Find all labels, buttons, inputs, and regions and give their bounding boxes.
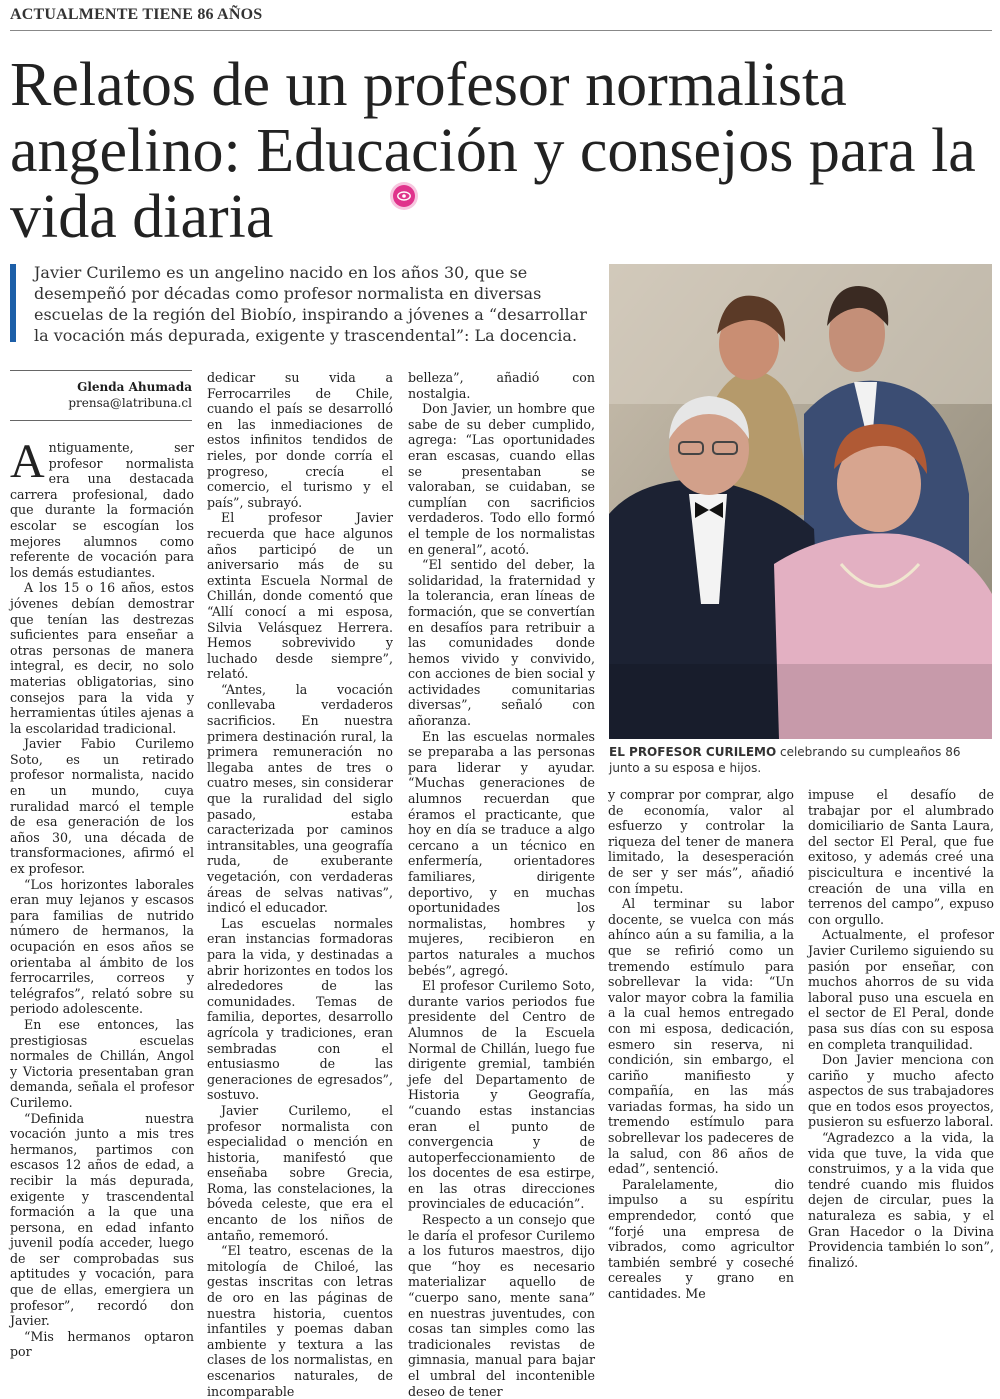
paragraph: “Antes, la vocación conllevaba verdaderos sacrificios. En nuestra primera destinación rural, la primera remuneración no llegaba antes de tres o cuatro meses, sin considerar que la ruralidad del siglo pasado, estaba caracterizada por caminos intransitables, una geografía ruda, de exuberante vegetación, con verdaderas áreas de selvas nativas”, indicó el educador. [207, 681, 393, 916]
drop-cap: A [10, 435, 45, 488]
paragraph: belleza”, añadió con nostalgia. [408, 370, 595, 401]
paragraph: El profesor Curilemo Soto, durante varios periodos fue presidente del Centro de Alumnos de la Escuela Normal de Chillán, luego fue dirigente gremial, también jefe del Departamento de Historia y Geografía, “cuando estas instancias eran el punto de convergencia y de autoperfeccionamiento de los docentes de esa estirpe, en las otras direcciones provinciales de educación”. [408, 978, 595, 1212]
eye-icon[interactable] [393, 185, 415, 207]
paragraph [10, 435, 194, 580]
paragraph: “El teatro, escenas de la mitología de Chiloé, las gestas inscritas con letras de oro en las páginas de nuestra historia, cuentos infantiles y poemas daban ambiente y textura a las clases de los normalistas, en escenarios naturales, de incomparable [207, 1243, 393, 1399]
top-divider [10, 30, 992, 31]
paragraph: dedicar su vida a Ferrocarriles de Chile, cuando el país se desarrolló en las inmediaciones de estos infinitos tendidos de rieles, por donde corría el progreso, crecía el comercio, el turismo y el país”, subrayó. [207, 370, 393, 510]
paragraph: y comprar por comprar, algo de economía, valor al esfuerzo y controlar la riqueza del tener de manera limitado, la desesperación de ser y ser más”, añadió con ímpetu. [608, 787, 794, 896]
paragraph: “El sentido del deber, la solidaridad, la fraternidad y la tolerancia, eran líneas de formación, que se convertían en desafíos para retribuir a las comunidades donde hemos vivido y convivido, con acciones de bien social y actividades comunitarias diversas”, señaló con añoranza. [408, 557, 595, 729]
paragraph: En las escuelas normales se preparaba a las personas para liderar y ayudar. “Muchas generaciones de alumnos recuerdan que éramos el practicante, que hoy en día se traduce a algo cercano a un técnico en enfermería, orientadores familiares, dirigente deportivo, y en muchas oportunidades los normalistas, hombres y mujeres, recibieron en partos naturales a muchos bebés”, agregó. [408, 728, 595, 978]
paragraph: impuse el desafío de trabajar por el alumbrado domiciliario de Santa Laura, del sector El Peral, que fue exitoso, y además creé una piscicultura e incentivé la creación de una villa en terrenos del campo”, expuso con orgullo. [808, 787, 994, 927]
paragraph: Javier Fabio Curilemo Soto, es un retirado profesor normalista, nacido en un mundo, cuya ruralidad marcó el temple de esa generación de los años 30, una década de transformaciones, afirmó el ex profesor. [10, 736, 194, 877]
paragraph: En ese entonces, las prestigiosas escuelas normales de Chillán, Angol y Victoria presentaban gran demanda, señala el profesor Curilemo. [10, 1016, 194, 1110]
paragraph: Las escuelas normales eran instancias formadoras para la vida, y destinadas a abrir horizontes en todos los alrededores de las comunidades. Temas de familia, deportes, desarrollo agrícola y tradiciones, eran sembradas con el entusiasmo de las generaciones de egresados”, sostuvo. [207, 915, 393, 1103]
body-column-4 [608, 787, 794, 1301]
body-column-3 [408, 370, 595, 1399]
paragraph: “Mis hermanos optaron por [10, 1328, 194, 1360]
paragraph: Javier Curilemo, el profesor normalista con especialidad o mención en historia, manifestó que enseñaba sobre Grecia, Roma, las constelaciones, la bóveda celeste, que era el encanto de los niños de antaño, rememoró. [207, 1102, 393, 1243]
caption-bold: EL PROFESOR CURILEMO [609, 745, 777, 759]
paragraph: El profesor Javier recuerda que hace algunos años participó de un aniversario más de su extinta Escuela Normal de Chillán, donde comentó que “Allí conocí a mi esposa, Silvia Velásquez Herrera. Hemos sobrevivido y luchado desde siempre”, relató. [207, 510, 393, 682]
author-name: Glenda Ahumada [77, 380, 192, 394]
paragraph: “Los horizontes laborales eran muy lejanos y escasos para familias de nutrido número de hermanos, la ocupación en esos años se orientaba al ámbito de los ferrocarriles, correos y telégrafos”, relató sobre su periodo adolescente. [10, 876, 194, 1017]
paragraph: Al terminar su labor docente, se vuelca con más ahínco aún a su familia, a la que se refirió como un tremendo estímulo para sobrellevar la vida: “Un valor mayor cobra la familia a la cual hemos entregado con mi esposa, dedicación, esmero sin reserva, ni condición, sin embargo, el cariño manifiesto y compañía, en las más variadas formas, ha sido un tremendo estímulo para sobrellevar los padeceres de la salud, con 86 años de edad”, sentenció. [608, 896, 794, 1177]
body-column-1 [10, 435, 194, 1360]
section-kicker: ACTUALMENTE TIENE 86 AÑOS [10, 6, 263, 23]
paragraph: A los 15 o 16 años, estos jóvenes debían demostrar que tenían las destrezas suficientes para enseñar a otras personas de manera integral, es decir, no solo materias obligatorias, sino consejos para la vida y herramientas útiles ajenas a la escolaridad tradicional. [10, 580, 194, 736]
author-email[interactable]: prensa@latribuna.cl [68, 396, 192, 410]
article-headline: Relatos de un profesor normalista angelino: Educación y consejos para la vida diaria [10, 51, 976, 251]
paragraph: Paralelamente, dio impulso a su espíritu emprendedor, contó que “forjé una empresa de vibrados, como agricultor también sembré y coseché cereales y grano en cantidades. Me [608, 1176, 794, 1301]
paragraph: “Definida nuestra vocación junto a mis tres hermanos, partimos con escasos 12 años de edad, a recibir la más depurada, exigente y trascendental formación a la que una persona, en edad infanto juvenil podía acceder, luego de ser comprobadas sus aptitudes y vocación, para que de ellas, emergiera un profesor”, recordó don Javier. [10, 1110, 194, 1329]
article-photo [609, 264, 992, 739]
paragraph: Don Javier, un hombre que sabe de su deber cumplido, agrega: “Las oportunidades eran escasas, cuando ellas se presentaban se valoraban, se cuidaban, se cumplían con sacrificios verdaderos. Todo ello formó el temple de los normalistas en general”, acotó. [408, 401, 595, 557]
photo-caption [609, 744, 994, 776]
paragraph: Respecto a un consejo que le daría el profesor Curilemo a los futuros maestros, dijo que “hoy es necesario materializar aquello de “cuerpo sano, mente sana” en nuestras juventudes, con cosas tan simples como las tradicionales revistas de gimnasia, manual para bajar el umbral del incontenible deseo de tener [408, 1212, 595, 1399]
paragraph-text: ntiguamente, ser profesor normalista era una destacada carrera profesional, dado que durante la formación escolar se escogían los mejores alumnos como referente de vocación para los demás estudiantes. [10, 440, 194, 580]
byline-divider [10, 420, 192, 421]
lead-accent-bar [10, 264, 16, 342]
paragraph: “Agradezco a la vida, la vida que tuve, la vida que construimos, y a la vida que tendré cuando mis fluidos dejen de circular, pues la naturaleza es sabia, y el Gran Hacedor o la Divina Providencia también lo son”, finalizó. [808, 1130, 994, 1270]
paragraph: Don Javier menciona con cariño y mucho afecto aspectos de sus trabajadores que en todos esos proyectos, pusieron su esfuerzo laboral. [808, 1052, 994, 1130]
body-column-2 [207, 370, 393, 1399]
paragraph: Actualmente, el profesor Javier Curilemo siguiendo su pasión por enseñar, con muchos ahorros de su vida laboral puso una escuela en el sector de El Peral, donde pasa sus días con su esposa en completa tranquilidad. [808, 927, 994, 1052]
caption-text: celebrando su cumpleaños 86 junto a su esposa e hijos. [609, 745, 961, 775]
byline [10, 370, 192, 411]
article-lead: Javier Curilemo es un angelino nacido en los años 30, que se desempeñó por décadas como profesor normalista en diversas escuelas de la región del Biobío, inspirando a jóvenes a “desarrollar la vocación más depurada, exigente y trascendental”: La docencia. [34, 263, 587, 345]
body-column-5 [808, 787, 994, 1270]
